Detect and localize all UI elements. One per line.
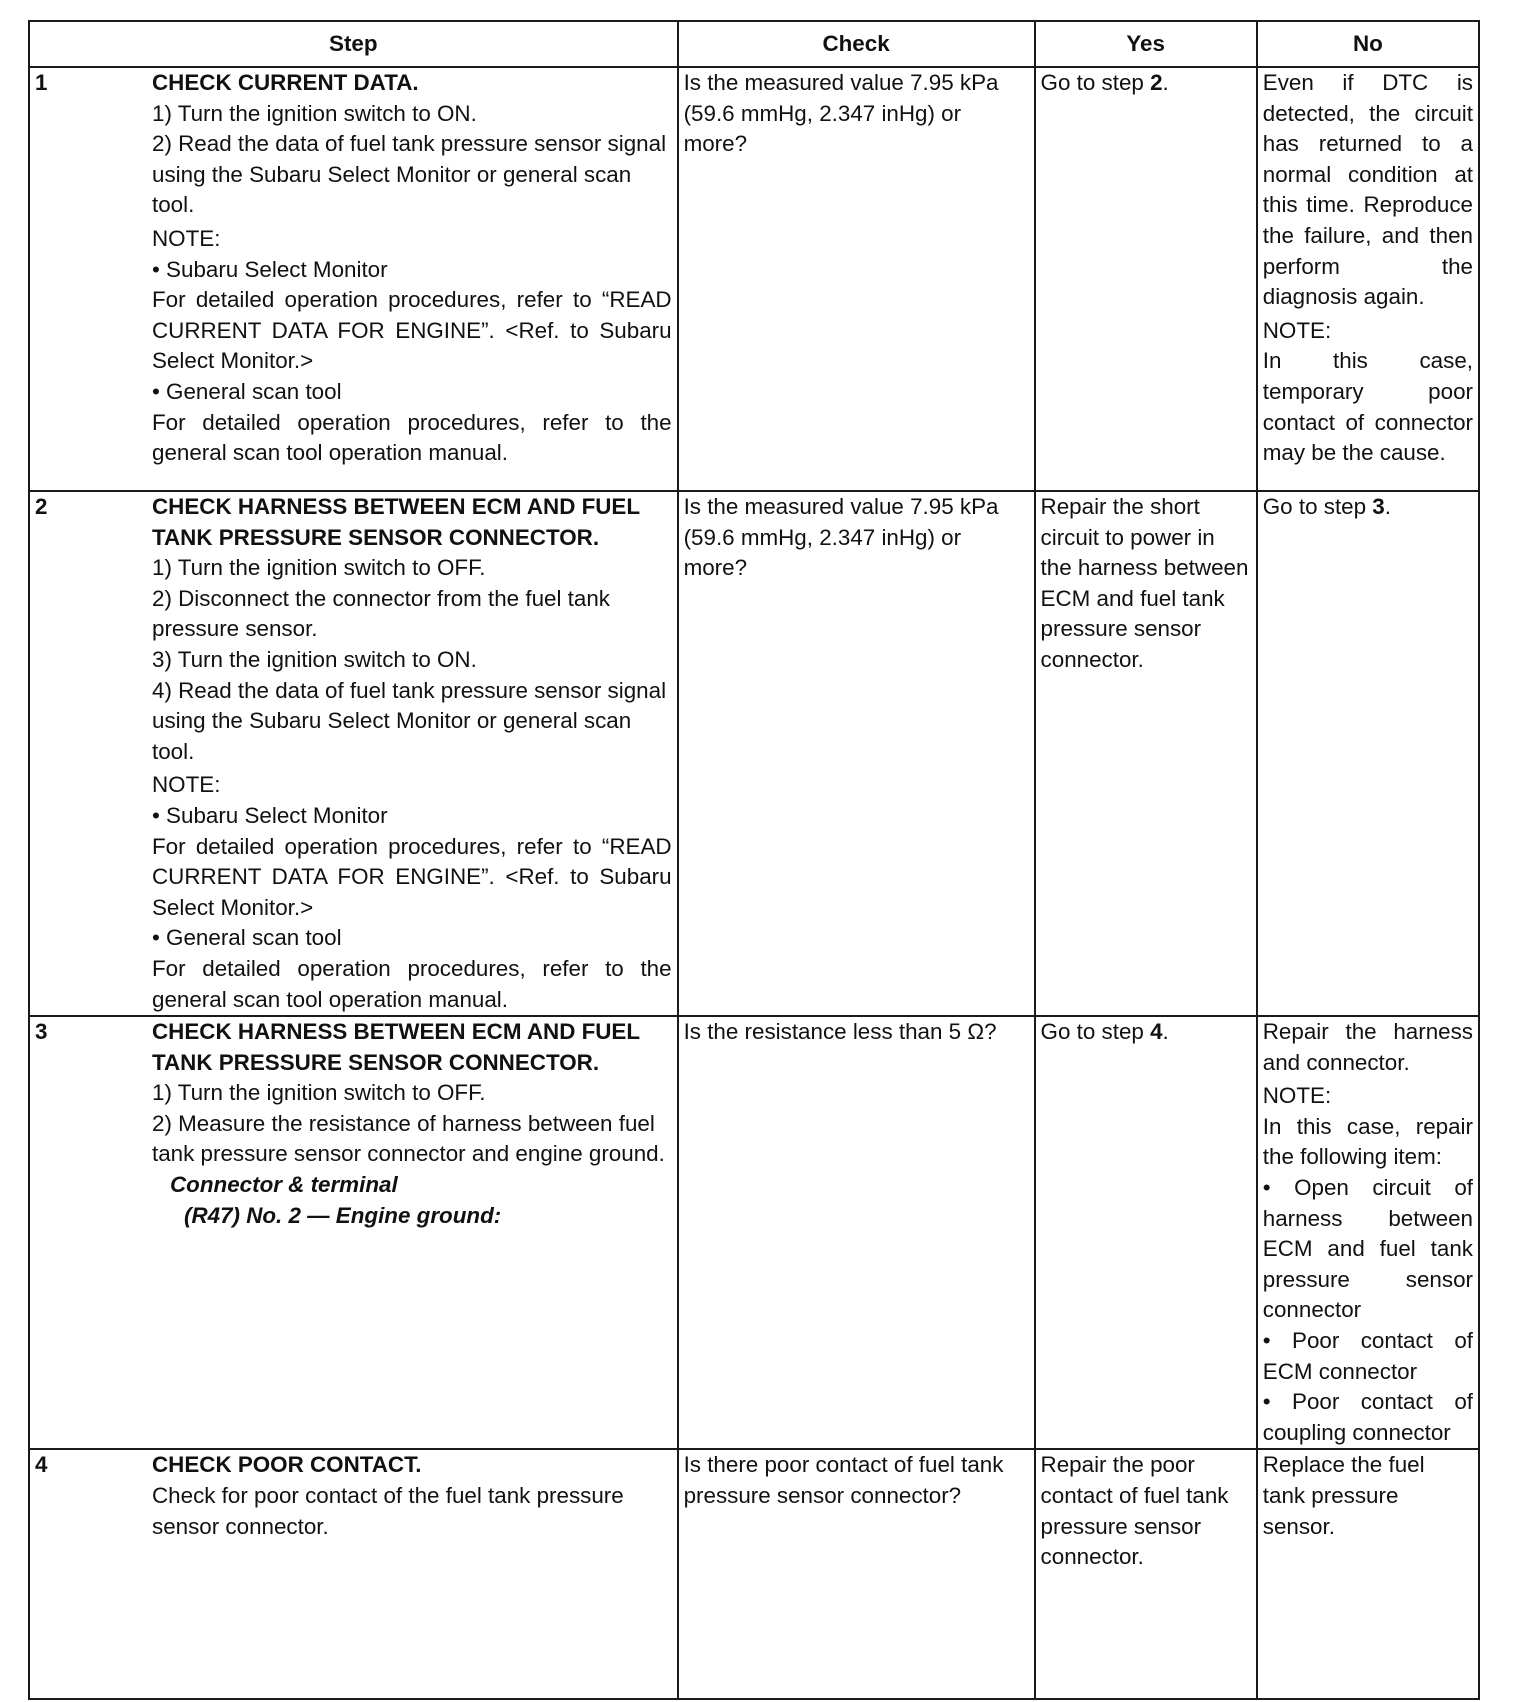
step-number: 1	[35, 70, 48, 95]
yes-cell	[1035, 491, 1257, 1016]
no-suffix: .	[1384, 494, 1391, 519]
header-step: Step	[29, 21, 678, 67]
check-cell	[678, 1016, 1035, 1449]
no-text: Replace the fuel tank pressure sensor.	[1262, 1452, 1425, 1539]
step-number: 2	[35, 494, 48, 519]
step-instruction: 1) Turn the ignition switch to OFF.	[152, 1080, 486, 1106]
table-row	[29, 67, 1479, 491]
step-instruction: 1) Turn the ignition switch to ON.	[152, 100, 477, 126]
header-check: Check	[678, 21, 1035, 67]
header-yes: Yes	[1035, 21, 1257, 67]
note-label: NOTE:	[152, 772, 221, 798]
step-title: CHECK CURRENT DATA.	[152, 70, 419, 95]
no-text: Even if DTC is detected, the circuit has returned to a normal condition at this time. Reproduce the failure, and then perform the diagnosis again.	[1262, 70, 1473, 310]
table-row	[29, 491, 1479, 1016]
yes-cell	[1035, 67, 1257, 491]
check-cell	[678, 1449, 1035, 1699]
note-text: For detailed operation procedures, refer to “READ CURRENT DATA FOR ENGINE”. <Ref. to Subaru Select Monitor.>	[152, 833, 672, 920]
connector-terminal-label: Connector & terminal	[170, 1172, 398, 1198]
no-cell	[1257, 1016, 1479, 1449]
no-item: • Poor contact of ECM connector	[1262, 1328, 1473, 1384]
no-note-text: In this case, repair the following item:	[1262, 1113, 1473, 1170]
yes-cell	[1035, 1449, 1257, 1699]
no-cell	[1257, 491, 1479, 1016]
note-text: For detailed operation procedures, refer to the general scan tool operation manual.	[152, 955, 672, 1012]
no-note-label: NOTE:	[1262, 317, 1332, 343]
yes-prefix: Go to step	[1040, 70, 1151, 95]
no-item: • Poor contact of coupling connector	[1262, 1389, 1473, 1445]
yes-text: Repair the poor contact of fuel tank pressure sensor connector.	[1040, 1452, 1229, 1570]
step-title: CHECK HARNESS BETWEEN ECM AND FUEL TANK PRESSURE SENSOR CONNECTOR.	[152, 494, 640, 550]
no-step-ref: 3	[1372, 494, 1385, 519]
step-number: 4	[35, 1452, 48, 1478]
check-question: Is the measured value 7.95 kPa (59.6 mmHg, 2.347 inHg) or more?	[683, 494, 999, 581]
no-note-label: NOTE:	[1262, 1083, 1332, 1109]
step-cell	[29, 1016, 678, 1449]
yes-step-ref: 2	[1150, 70, 1163, 95]
note-text: For detailed operation procedures, refer to “READ CURRENT DATA FOR ENGINE”. <Ref. to Subaru Select Monitor.>	[152, 287, 672, 374]
step-instruction: 4) Read the data of fuel tank pressure sensor signal using the Subaru Select Monitor or general scan tool.	[152, 677, 667, 764]
no-item: • Open circuit of harness between ECM and fuel tank pressure sensor connector	[1262, 1175, 1473, 1323]
no-cell	[1257, 67, 1479, 491]
note-bullet: • General scan tool	[152, 378, 342, 404]
step-number: 3	[35, 1019, 48, 1045]
yes-step-ref: 4	[1150, 1019, 1163, 1045]
note-text: For detailed operation procedures, refer to the general scan tool operation manual.	[152, 409, 672, 466]
header-row	[29, 21, 1479, 67]
step-title: CHECK POOR CONTACT.	[152, 1452, 422, 1478]
step-cell	[29, 491, 678, 1016]
yes-prefix: Go to step	[1040, 1019, 1151, 1045]
note-bullet: • General scan tool	[152, 925, 342, 951]
step-instruction: Check for poor contact of the fuel tank pressure sensor connector.	[152, 1483, 624, 1539]
check-question: Is the resistance less than 5 Ω?	[683, 1019, 997, 1045]
check-cell	[678, 491, 1035, 1016]
yes-cell	[1035, 1016, 1257, 1449]
step-title: CHECK HARNESS BETWEEN ECM AND FUEL TANK PRESSURE SENSOR CONNECTOR.	[152, 1019, 640, 1075]
step-instruction: 3) Turn the ignition switch to ON.	[152, 646, 477, 672]
note-bullet: • Subaru Select Monitor	[152, 256, 388, 282]
check-question: Is there poor contact of fuel tank pressure sensor connector?	[683, 1452, 1004, 1508]
terminal-spec: (R47) No. 2 — Engine ground:	[184, 1202, 502, 1228]
header-no: No	[1257, 21, 1479, 67]
diagnostic-table	[28, 20, 1480, 1700]
no-prefix: Go to step	[1262, 494, 1373, 519]
step-cell	[29, 67, 678, 491]
check-question: Is the measured value 7.95 kPa (59.6 mmHg, 2.347 inHg) or more?	[683, 70, 999, 157]
note-bullet: • Subaru Select Monitor	[152, 802, 388, 828]
yes-suffix: .	[1162, 70, 1169, 95]
no-note-text: In this case, temporary poor contact of connector may be the cause.	[1262, 348, 1473, 466]
no-text: Repair the harness and connector.	[1262, 1019, 1473, 1075]
step-instruction: 1) Turn the ignition switch to OFF.	[152, 555, 486, 581]
step-instruction: 2) Read the data of fuel tank pressure sensor signal using the Subaru Select Monitor or general scan tool.	[152, 131, 667, 218]
step-cell	[29, 1449, 678, 1699]
note-label: NOTE:	[152, 225, 221, 251]
step-instruction: 2) Measure the resistance of harness between fuel tank pressure sensor connector and engine ground.	[152, 1110, 665, 1167]
table-row	[29, 1449, 1479, 1699]
table-row	[29, 1016, 1479, 1449]
check-cell	[678, 67, 1035, 491]
yes-text: Repair the short circuit to power in the harness between ECM and fuel tank pressure sensor connector.	[1040, 494, 1249, 672]
step-instruction: 2) Disconnect the connector from the fuel tank pressure sensor.	[152, 585, 611, 642]
no-cell	[1257, 1449, 1479, 1699]
yes-suffix: .	[1162, 1019, 1169, 1045]
